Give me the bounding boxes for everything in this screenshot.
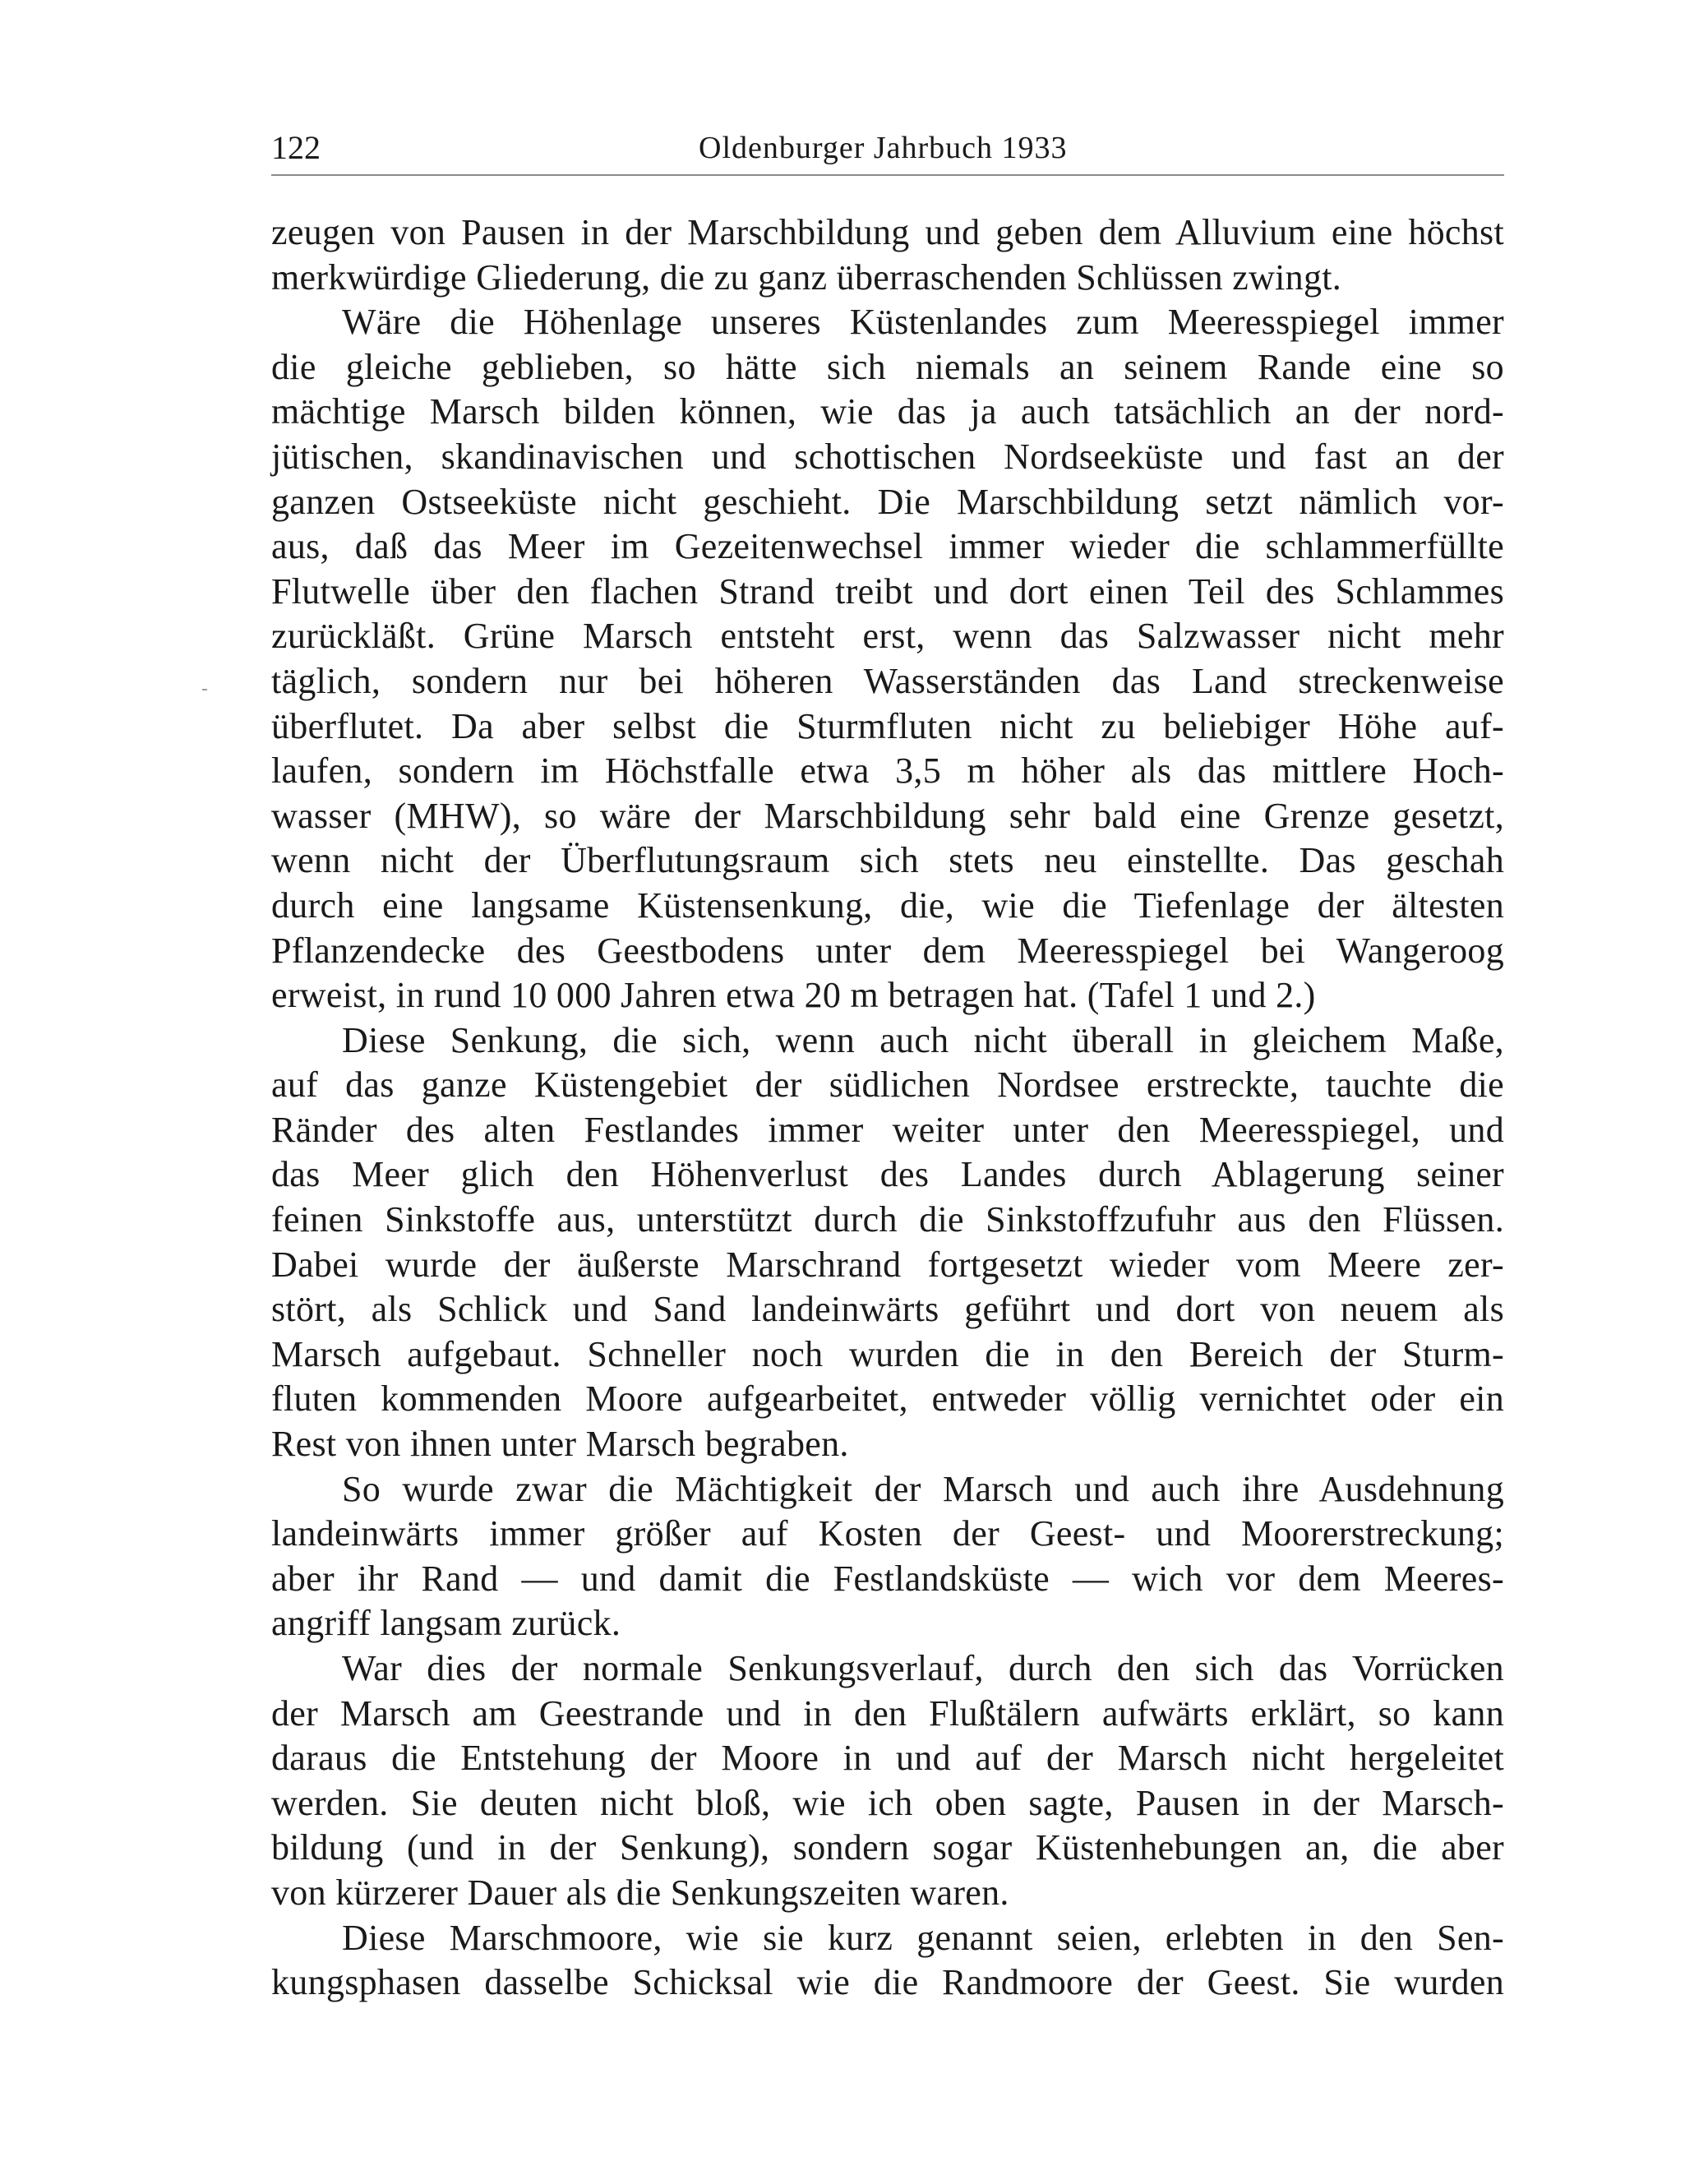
text-line: das Meer glich den Höhenverlust des Landes durch Ablagerung seiner bbox=[271, 1154, 1504, 1195]
text-line: kungsphasen dasselbe Schicksal wie die Randmoore der Geest. Sie wurden bbox=[271, 1962, 1504, 2003]
text-line: von kürzerer Dauer als die Senkungszeiten waren. bbox=[271, 1872, 1009, 1913]
text-line: War dies der normale Senkungsverlauf, durch den sich das Vorrücken bbox=[342, 1648, 1504, 1688]
text-line: Ränder des alten Festlandes immer weiter unter den Meeresspiegel, und bbox=[271, 1109, 1504, 1150]
text-line: stört, als Schlick und Sand landeinwärts geführt und dort von neuem als bbox=[271, 1289, 1504, 1330]
text-line: durch eine langsame Küstensenkung, die, wie die Tiefenlage der ältesten bbox=[271, 884, 1504, 926]
header-rule bbox=[271, 174, 1504, 176]
text-line: fluten kommenden Moore aufgearbeitet, entweder völlig vernichtet oder ein bbox=[271, 1378, 1504, 1420]
text-line: die gleiche geblieben, so hätte sich niemals an seinem Rande eine so bbox=[271, 346, 1504, 387]
text-line: jütischen, skandinavischen und schottischen Nordseeküste und fast an der bbox=[271, 436, 1504, 477]
text-line: bildung (und in der Senkung), sondern sogar Küstenhebungen an, die aber bbox=[271, 1827, 1504, 1868]
text-line: Diese Senkung, die sich, wenn auch nicht überall in gleichem Maße, bbox=[342, 1019, 1504, 1060]
page-header bbox=[271, 123, 1504, 173]
text-line: aber ihr Rand — und damit die Festlandsküste — wich vor dem Meeres- bbox=[271, 1558, 1504, 1599]
text-line: werden. Sie deuten nicht bloß, wie ich oben sagte, Pausen in der Marsch- bbox=[271, 1782, 1504, 1823]
page-number: 122 bbox=[271, 129, 321, 166]
text-line: merkwürdige Gliederung, die zu ganz überraschenden Schlüssen zwingt. bbox=[271, 256, 1342, 298]
text-line: landeinwärts immer größer auf Kosten der Geest- und Moorerstreckung; bbox=[271, 1513, 1504, 1554]
text-line: Diese Marschmoore, wie sie kurz genannt seien, erlebten in den Sen- bbox=[342, 1917, 1504, 1958]
text-line: wenn nicht der Überflutungsraum sich stets neu einstellte. Das geschah bbox=[271, 840, 1504, 881]
text-line: überflutet. Da aber selbst die Sturmfluten nicht zu beliebiger Höhe auf- bbox=[271, 705, 1504, 746]
body-text bbox=[271, 210, 1504, 2006]
text-line: feinen Sinkstoffe aus, unterstützt durch die Sinkstoffzufuhr aus den Flüssen. bbox=[271, 1199, 1504, 1240]
text-line: angriff langsam zurück. bbox=[271, 1603, 621, 1644]
text-line: zurückläßt. Grüne Marsch entsteht erst, wenn das Salzwasser nicht mehr bbox=[271, 616, 1504, 657]
text-line: Flutwelle über den flachen Strand treibt und dort einen Teil des Schlammes bbox=[271, 570, 1504, 612]
text-line: So wurde zwar die Mächtigkeit der Marsch und auch ihre Ausdehnung bbox=[342, 1468, 1504, 1509]
text-line: wasser (MHW), so wäre der Marschbildung sehr bald eine Grenze gesetzt, bbox=[271, 795, 1504, 836]
text-line: aus, daß das Meer im Gezeitenwechsel immer wieder die schlammerfüllte bbox=[271, 526, 1504, 567]
running-title: Oldenburger Jahrbuch 1933 bbox=[699, 131, 1068, 165]
text-line: Pflanzendecke des Geestbodens unter dem Meeresspiegel bei Wangeroog bbox=[271, 930, 1504, 971]
text-line: zeugen von Pausen in der Marschbildung und geben dem Alluvium eine höchst bbox=[271, 212, 1504, 252]
text-line: laufen, sondern im Höchstfalle etwa 3,5 m höher als das mittlere Hoch- bbox=[271, 750, 1504, 792]
text-line: der Marsch am Geestrande und in den Flußtälern aufwärts erklärt, so kann bbox=[271, 1692, 1504, 1734]
text-line: erweist, in rund 10 000 Jahren etwa 20 m betragen hat. (Tafel 1 und 2.) bbox=[271, 975, 1316, 1016]
text-line: daraus die Entstehung der Moore in und auf der Marsch nicht hergeleitet bbox=[271, 1738, 1504, 1779]
text-line: täglich, sondern nur bei höheren Wasserständen das Land streckenweise bbox=[271, 660, 1504, 701]
text-line: mächtige Marsch bilden können, wie das ja auch tatsächlich an der nord- bbox=[271, 391, 1504, 432]
text-line: Dabei wurde der äußerste Marschrand fortgesetzt wieder vom Meere zer- bbox=[271, 1244, 1504, 1285]
text-line: auf das ganze Küstengebiet der südlichen Nordsee erstreckte, tauchte die bbox=[271, 1064, 1504, 1106]
text-line: Marsch aufgebaut. Schneller noch wurden die in den Bereich der Sturm- bbox=[271, 1333, 1504, 1374]
text-line: Wäre die Höhenlage unseres Küstenlandes zum Meeresspiegel immer bbox=[342, 302, 1504, 343]
margin-mark bbox=[202, 689, 207, 690]
text-line: ganzen Ostseeküste nicht geschieht. Die Marschbildung setzt nämlich vor- bbox=[271, 481, 1504, 522]
text-line: Rest von ihnen unter Marsch begraben. bbox=[271, 1424, 849, 1465]
